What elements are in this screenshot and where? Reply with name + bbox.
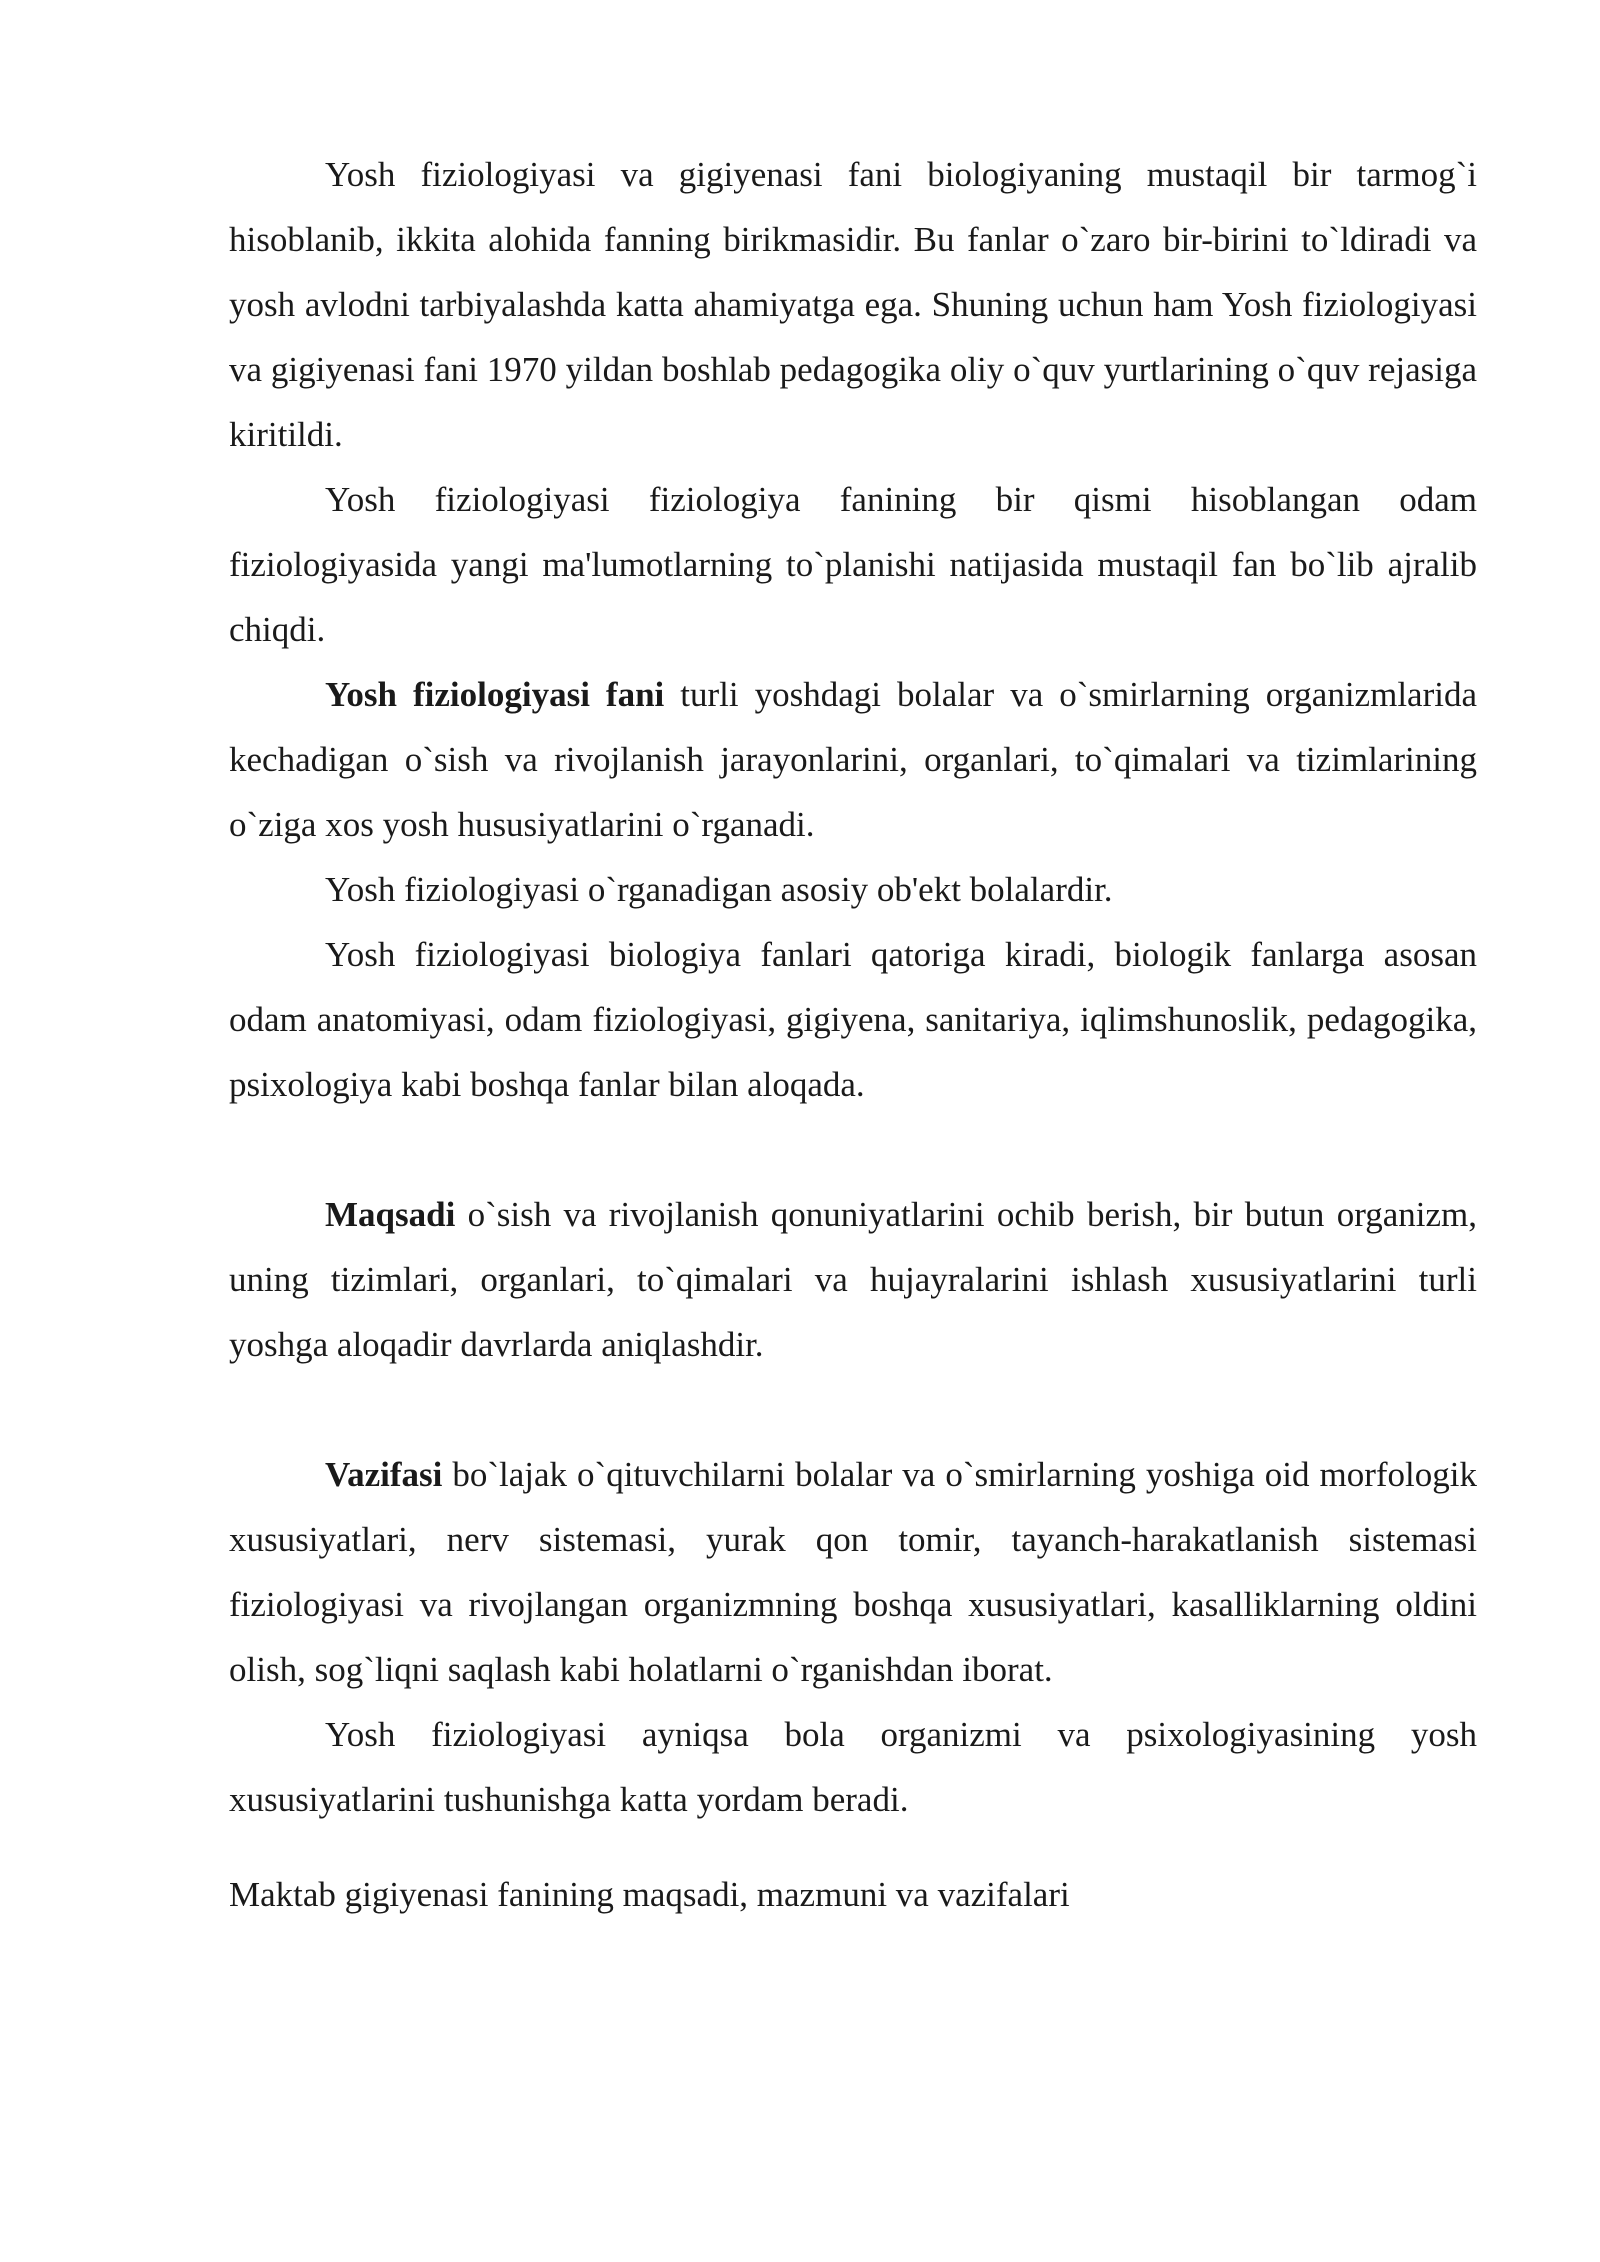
paragraph-text: o`sish va rivojlanish qonuniyatlarini ochib berish, bir butun organizm, uning tizimlari, organlari, to`qimalari va hujayralarini ishlash xususiyatlarini turli yoshga aloqadir davrlarda aniqlashdir.: [229, 1195, 1477, 1364]
paragraph-goal: [229, 1182, 1477, 1377]
paragraph-lead-term: Maqsadi: [325, 1195, 456, 1234]
paragraph-text: Yosh fiziologiyasi va gigiyenasi fani biologiyaning mustaqil bir tarmog`i hisoblanib, ikkita alohida fanning birikmasidir. Bu fanlar o`zaro bir-birini to`ldiradi va yosh avlodni tarbiyalashda katta ahamiyatga ega. Shuning uchun ham Yosh fiziologiyasi va gigiyenasi fani 1970 yildan boshlab pedagogika oliy o`quv yurtlarining o`quv rejasiga kiritildi.: [229, 155, 1477, 454]
paragraph-intro: [229, 142, 1477, 467]
paragraph-text: Yosh fiziologiyasi biologiya fanlari qatoriga kiradi, biologik fanlarga asosan odam anatomiyasi, odam fiziologiyasi, gigiyena, sanitariya, iqlimshunoslik, pedagogika, psixologiya kabi boshqa fanlar bilan aloqada.: [229, 935, 1477, 1104]
paragraph-text: Yosh fiziologiyasi fiziologiya fanining bir qismi hisoblangan odam fiziologiyasida yangi ma'lumotlarning to`planishi natijasida mustaqil fan bo`lib ajralib chiqdi.: [229, 480, 1477, 649]
paragraph-task: [229, 1442, 1477, 1702]
paragraph-text: Yosh fiziologiyasi o`rganadigan asosiy ob'ekt bolalardir.: [325, 870, 1113, 909]
document-body: [229, 142, 1477, 1927]
paragraph-lead-term: Yosh fiziologiyasi fani: [325, 675, 665, 714]
section-heading: Maktab gigiyenasi fanining maqsadi, mazmuni va vazifalari: [229, 1875, 1070, 1914]
paragraph-relations: [229, 922, 1477, 1117]
paragraph-text: bo`lajak o`qituvchilarni bolalar va o`smirlarning yoshiga oid morfologik xususiyatlari, nerv sistemasi, yurak qon tomir, tayanch-harakatlanish sistemasi fiziologiyasi va rivojlangan organizmning boshqa xususiyatlari, kasalliklarning oldini olish, sog`liqni saqlash kabi holatlarni o`rganishdan iborat.: [229, 1455, 1477, 1689]
paragraph-importance: [229, 1702, 1477, 1832]
paragraph-definition: [229, 662, 1477, 857]
paragraph-text: turli yoshdagi bolalar va o`smirlarning organizmlarida kechadigan o`sish va rivojlanish jarayonlarini, organlari, to`qimalari va tizimlarining o`ziga xos yosh hususiyatlarini o`rganadi.: [229, 675, 1477, 844]
paragraph-text: Yosh fiziologiyasi ayniqsa bola organizmi va psixologiyasining yosh xususiyatlarini tushunishga katta yordam beradi.: [229, 1715, 1477, 1819]
paragraph-object: [229, 857, 1477, 922]
paragraph-lead-term: Vazifasi: [325, 1455, 443, 1494]
paragraph-origin: [229, 467, 1477, 662]
